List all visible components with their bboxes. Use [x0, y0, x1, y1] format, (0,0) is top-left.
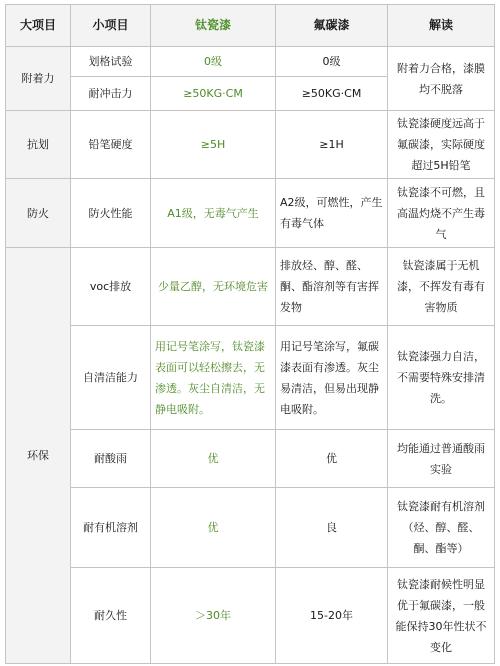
sub-item: voc排放 — [71, 248, 151, 326]
interpretation: 钛瓷漆耐候性明显优于氟碳漆，一般能保持30年性状不变化 — [388, 568, 495, 664]
titanium-value: ≥50KG·CM — [151, 77, 276, 111]
titanium-value: 优 — [151, 430, 276, 488]
table-row — [6, 488, 495, 568]
category-environmental: 环保 — [6, 248, 71, 664]
table-row — [6, 47, 495, 77]
interpretation: 均能通过普通酸雨实验 — [388, 430, 495, 488]
sub-item: 耐有机溶剂 — [71, 488, 151, 568]
header-interpretation: 解读 — [388, 5, 495, 47]
header-titanium-paint: 钛瓷漆 — [151, 5, 276, 47]
titanium-value: A1级，无毒气产生 — [151, 179, 276, 248]
table-header-row — [6, 5, 495, 47]
interpretation: 附着力合格，漆膜均不脱落 — [388, 47, 495, 111]
header-major-item: 大项目 — [6, 5, 71, 47]
sub-item: 耐酸雨 — [71, 430, 151, 488]
interpretation: 钛瓷漆强力自洁，不需要特殊安排清洗。 — [388, 326, 495, 430]
fluorocarbon-value: ≥50KG·CM — [276, 77, 388, 111]
sub-item: 耐冲击力 — [71, 77, 151, 111]
sub-item: 划格试验 — [71, 47, 151, 77]
table-row — [6, 326, 495, 430]
fluorocarbon-value: A2级，可燃性，产生有毒气体 — [276, 179, 388, 248]
titanium-value: 用记号笔涂写，钛瓷漆表面可以轻松擦去，无渗透。灰尘自清洁，无静电吸附。 — [151, 326, 276, 430]
titanium-value: 0级 — [151, 47, 276, 77]
titanium-value: ＞30年 — [151, 568, 276, 664]
table-row — [6, 179, 495, 248]
category-fire: 防火 — [6, 179, 71, 248]
header-sub-item: 小项目 — [71, 5, 151, 47]
table-row — [6, 568, 495, 664]
interpretation: 钛瓷漆耐有机溶剂（烃、醇、醛、酮、酯等） — [388, 488, 495, 568]
comparison-table — [5, 4, 495, 664]
fluorocarbon-value: 用记号笔涂写，氟碳漆表面有渗透。灰尘易清洁，但易出现静电吸附。 — [276, 326, 388, 430]
sub-item: 自清洁能力 — [71, 326, 151, 430]
fluorocarbon-value: 良 — [276, 488, 388, 568]
interpretation: 钛瓷漆属于无机漆，不挥发有毒有害物质 — [388, 248, 495, 326]
header-fluorocarbon-paint: 氟碳漆 — [276, 5, 388, 47]
fluorocarbon-value: ≥1H — [276, 111, 388, 179]
fluorocarbon-value: 排放烃、醇、醛、酮、酯溶剂等有害挥发物 — [276, 248, 388, 326]
table-row — [6, 430, 495, 488]
table-row — [6, 248, 495, 326]
fluorocarbon-value: 15-20年 — [276, 568, 388, 664]
fluorocarbon-value: 0级 — [276, 47, 388, 77]
sub-item: 耐久性 — [71, 568, 151, 664]
interpretation: 钛瓷漆不可燃，且高温灼烧不产生毒气 — [388, 179, 495, 248]
fluorocarbon-value: 优 — [276, 430, 388, 488]
titanium-value: 优 — [151, 488, 276, 568]
table-row — [6, 111, 495, 179]
titanium-value: 少量乙醇，无环境危害 — [151, 248, 276, 326]
sub-item: 防火性能 — [71, 179, 151, 248]
interpretation: 钛瓷漆硬度远高于氟碳漆，实际硬度超过5H铅笔 — [388, 111, 495, 179]
category-scratch: 抗划 — [6, 111, 71, 179]
sub-item: 铅笔硬度 — [71, 111, 151, 179]
category-adhesion: 附着力 — [6, 47, 71, 111]
titanium-value: ≥5H — [151, 111, 276, 179]
